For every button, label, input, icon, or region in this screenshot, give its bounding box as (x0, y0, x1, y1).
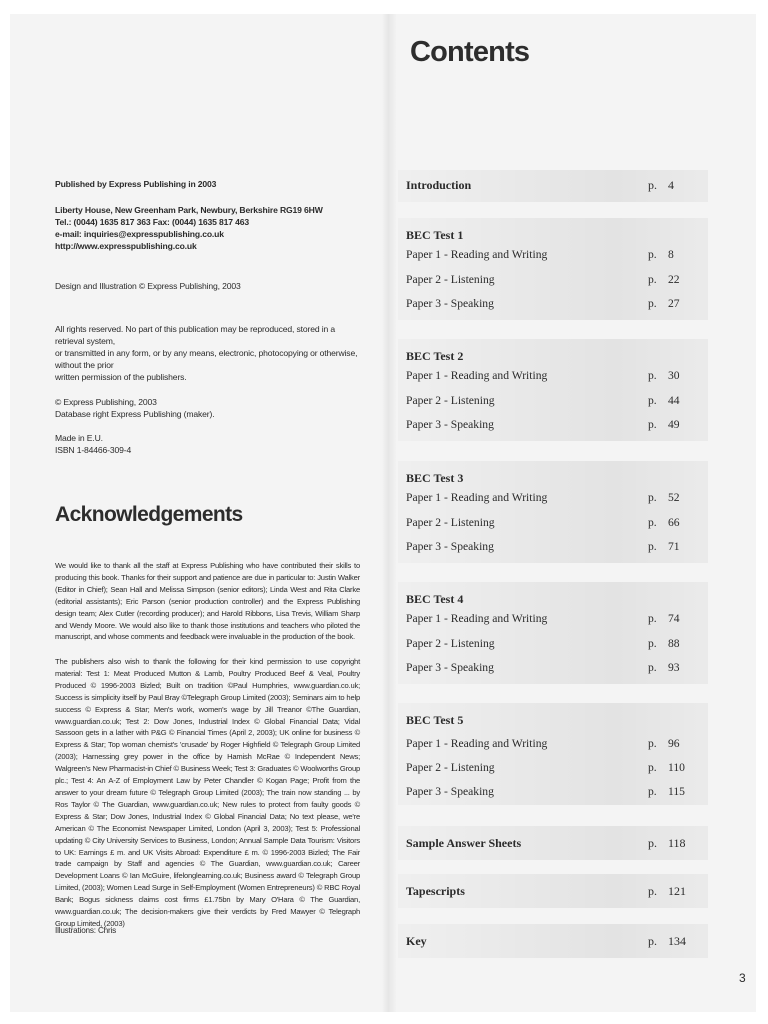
toc-page-prefix: p. (648, 836, 657, 850)
toc-row-test1-paper1[interactable] (406, 244, 708, 266)
design-credit: Design and Illustration © Express Publishing, 2003 (55, 281, 241, 291)
toc-page-prefix: p. (648, 761, 657, 774)
toc-page-number: 118 (668, 836, 686, 850)
toc-key[interactable] (398, 924, 708, 958)
toc-row-test4-paper3[interactable] (406, 657, 708, 679)
toc-page-number: 134 (668, 934, 686, 948)
toc-label: Introduction (406, 178, 472, 192)
acknowledgements-paragraph-2: The publishers also wish to thank the following for their kind permission to use copyright material: Test 1: Meat Produced Mutton & Lamb, Poultry Produced Beef & Veal, Poultry Produced © 1996-2003 Bizled; Built on tradition ©Paul Humphries, www.guardian.co.uk; Success is simplicity itself by Paul Bray ©Telegraph Group Limited (2003); Seminars aim to help success © Express & Star; Men's work, women's wage by Jill Treanor ©The Guardian, www.guardian.co.uk; Test 2: Dow Jones, Industrial Index © Global Financial Data; Vidal Sassoon gets in a lather with P&G © Financial Times (April 2, 2003); UK online for business © Express & Star; Top woman chemist's 'crusade' by Roger Highfield © Telegraph Group Limited (2003); Harnessing grey power in the office by Hamish McRae © Independent News; Walgreen's New Pharmacist-in Chief © Business Week; Test 3: Graduates © Woolworths Group plc.; Test 4: An A-Z of Employment Law by Peter Chandler © Kogan Page; Profit from the answer to your dream future © Telegraph Group Limited (2003); The train now standing ... by Ros Taylor © The Guardian, www.guardian.co.uk; New rules to protect from faulty goods © Express & Star; Dow Jones, Industrial Index © Global Financial Data; No text please, we're American © The Economist Newspaper Limited, London (April 3, 2003); Test 5: Professional updating © City University Services to Business, London; Annual Sample Data Tourism: Visitors to UK: Earnings £ m. and UK Visits Abroad: Expenditure £ m. © 1996-2003 Bizled; The Fair trade campaign by Staff and agencies © The Guardian, www.guardian.co.uk; Career Development Loans © Ian McGuire, lifelonglearning.co.uk; Business award © Telegraph Group Limited, (2003); Women Lead Surge in Self-Employment (Women Entrepreneurs) © RBC Royal Bank; Bogus sickness claims cost firms £1.75bn by Mary O'Hara © The Guardian, www.guardian.co.uk; The decision-makers give their verdicts by Fred Mawyer © Telegraph Group Limited, (2003) (55, 657, 360, 928)
toc-page-prefix: p. (648, 491, 657, 504)
toc-page-number: 121 (668, 884, 686, 898)
toc-label: Paper 1 - Reading and Writing (406, 491, 548, 504)
toc-page-number: 74 (668, 612, 680, 625)
toc-page-prefix: p. (648, 785, 657, 798)
toc-bec-test-2 (398, 339, 708, 441)
toc-page-prefix: p. (648, 612, 657, 625)
toc-page-prefix: p. (648, 394, 657, 407)
rights-line-1: All rights reserved. No part of this publication may be reproduced, stored in a retrieval system, (55, 324, 336, 346)
toc-label: Paper 1 - Reading and Writing (406, 369, 548, 382)
toc-bec-test-4 (398, 582, 708, 684)
address-line: Liberty House, New Greenham Park, Newbury, Berkshire RG19 6HW (55, 205, 323, 215)
toc-label: Paper 2 - Listening (406, 273, 495, 286)
contents-title: Contents (410, 36, 530, 68)
toc-label: Paper 3 - Speaking (406, 785, 494, 798)
toc-page-number: 4 (668, 178, 674, 192)
toc-page-number: 22 (668, 273, 680, 286)
toc-page-prefix: p. (648, 516, 657, 529)
toc-page-prefix: p. (648, 418, 657, 431)
made-in-line: Made in E.U. (55, 433, 103, 443)
toc-page-number: 96 (668, 737, 680, 750)
isbn-line: ISBN 1-84466-309-4 (55, 445, 132, 455)
page-fold (382, 14, 396, 1012)
toc-page-prefix: p. (648, 540, 657, 553)
rights-line-3: written permission of the publishers. (55, 372, 187, 382)
toc-page-number: 52 (668, 491, 680, 504)
toc-row-test3-paper1[interactable] (406, 487, 708, 509)
toc-page-number: 49 (668, 418, 680, 431)
toc-label: Paper 3 - Speaking (406, 540, 494, 553)
imprint (55, 178, 360, 456)
toc-row-tapescripts[interactable] (406, 880, 708, 902)
toc-label: Paper 2 - Listening (406, 761, 495, 774)
toc-test-title: BEC Test 2 (406, 349, 464, 363)
toc-page-number: 110 (668, 761, 685, 774)
toc-page-number: 44 (668, 394, 680, 407)
illustrations-credit: Illustrations: Chris (55, 926, 117, 935)
phone-line: Tel.: (0044) 1635 817 363 Fax: (0044) 1635 817 463 (55, 217, 249, 227)
toc-page-number: 30 (668, 369, 680, 382)
toc-page-number: 115 (668, 785, 685, 798)
toc-row-test4-paper2[interactable] (406, 633, 708, 655)
copyright-line: © Express Publishing, 2003 (55, 397, 157, 407)
toc-label: Paper 1 - Reading and Writing (406, 248, 548, 261)
toc-page-number: 71 (668, 540, 680, 553)
toc-page-prefix: p. (648, 737, 657, 750)
toc-row-key[interactable] (406, 930, 708, 952)
toc-label: Paper 2 - Listening (406, 516, 495, 529)
page-number: 3 (739, 971, 746, 985)
toc-page-prefix: p. (648, 369, 657, 382)
toc-page-number: 66 (668, 516, 680, 529)
toc-label: Paper 2 - Listening (406, 637, 495, 650)
toc-label: Paper 2 - Listening (406, 394, 495, 407)
toc-label: Paper 1 - Reading and Writing (406, 737, 548, 750)
toc-page-prefix: p. (648, 178, 657, 192)
toc-row-test1-paper2[interactable] (406, 269, 708, 291)
toc-label: Paper 3 - Speaking (406, 297, 494, 310)
toc-page-prefix: p. (648, 297, 657, 310)
toc-test-title: BEC Test 4 (406, 592, 464, 606)
toc-introduction[interactable] (398, 170, 708, 202)
acknowledgements-title: Acknowledgements (55, 503, 243, 526)
toc-row-test5-paper3[interactable] (406, 781, 708, 803)
toc-label: Paper 1 - Reading and Writing (406, 612, 548, 625)
website-line: http://www.expresspublishing.co.uk (55, 241, 197, 251)
toc-page-prefix: p. (648, 637, 657, 650)
rights-line-2: or transmitted in any form, or by any means, electronic, photocopying or otherwise, without the prior (55, 348, 358, 370)
acknowledgements-paragraph-1: We would like to thank all the staff at Express Publishing who have contributed their skills to producing this book. Thanks for their support and patience are due in particular to: Justin Walker (Editor in Chief); Sean Hall and Melissa Simpson (senior editors); Linda West and Rita Clarke (editorial assistants); Eric Parson (senior production controller) and the Express Publishing design team; Alex Cutler (recording producer); and Harold Ribbons, Lisa Trevis, William Sharp and Wendy Moore. We would also like to thank those institutions and teachers who piloted the manuscript, and whose comments and feedback were invaluable in the production of the book. (55, 561, 360, 642)
toc-row-test2-paper2[interactable] (406, 390, 708, 412)
toc-page-number: 8 (668, 248, 674, 261)
toc-row-test5-paper2[interactable] (406, 757, 708, 779)
toc-test-title: BEC Test 1 (406, 228, 464, 242)
toc-sample-answer-sheets[interactable] (398, 826, 708, 860)
toc-bec-test-3 (398, 461, 708, 563)
toc-bec-test-5 (398, 703, 708, 805)
toc-row-test3-paper3[interactable] (406, 536, 708, 558)
toc-label: Sample Answer Sheets (406, 836, 522, 850)
toc-page-number: 93 (668, 661, 680, 674)
toc-label: Tapescripts (406, 884, 465, 898)
toc-row-test5-paper1[interactable] (406, 733, 708, 755)
toc-row-test2-paper3[interactable] (406, 414, 708, 436)
toc-page-number: 27 (668, 297, 680, 310)
toc-page-prefix: p. (648, 934, 657, 948)
database-right-line: Database right Express Publishing (maker). (55, 409, 215, 419)
toc-page-prefix: p. (648, 248, 657, 261)
toc-test-title: BEC Test 5 (406, 713, 464, 727)
toc-label: Key (406, 934, 427, 948)
publisher-line: Published by Express Publishing in 2003 (55, 179, 217, 189)
toc-label: Paper 3 - Speaking (406, 418, 494, 431)
toc-page-prefix: p. (648, 273, 657, 286)
toc-page-prefix: p. (648, 884, 657, 898)
toc-page-prefix: p. (648, 661, 657, 674)
toc-row-sample-answer-sheets[interactable] (406, 832, 708, 854)
toc-tapescripts[interactable] (398, 874, 708, 908)
toc-row-test4-paper1[interactable] (406, 608, 708, 630)
toc-row-test2-paper1[interactable] (406, 365, 708, 387)
email-line: e-mail: inquiries@expresspublishing.co.uk (55, 229, 224, 239)
toc-bec-test-1 (398, 218, 708, 320)
toc-label: Paper 3 - Speaking (406, 661, 494, 674)
toc-row-test1-paper3[interactable] (406, 293, 708, 315)
toc-test-title: BEC Test 3 (406, 471, 464, 485)
toc-page-number: 88 (668, 637, 680, 650)
toc-row-test3-paper2[interactable] (406, 512, 708, 534)
toc-row-introduction[interactable] (406, 174, 708, 196)
